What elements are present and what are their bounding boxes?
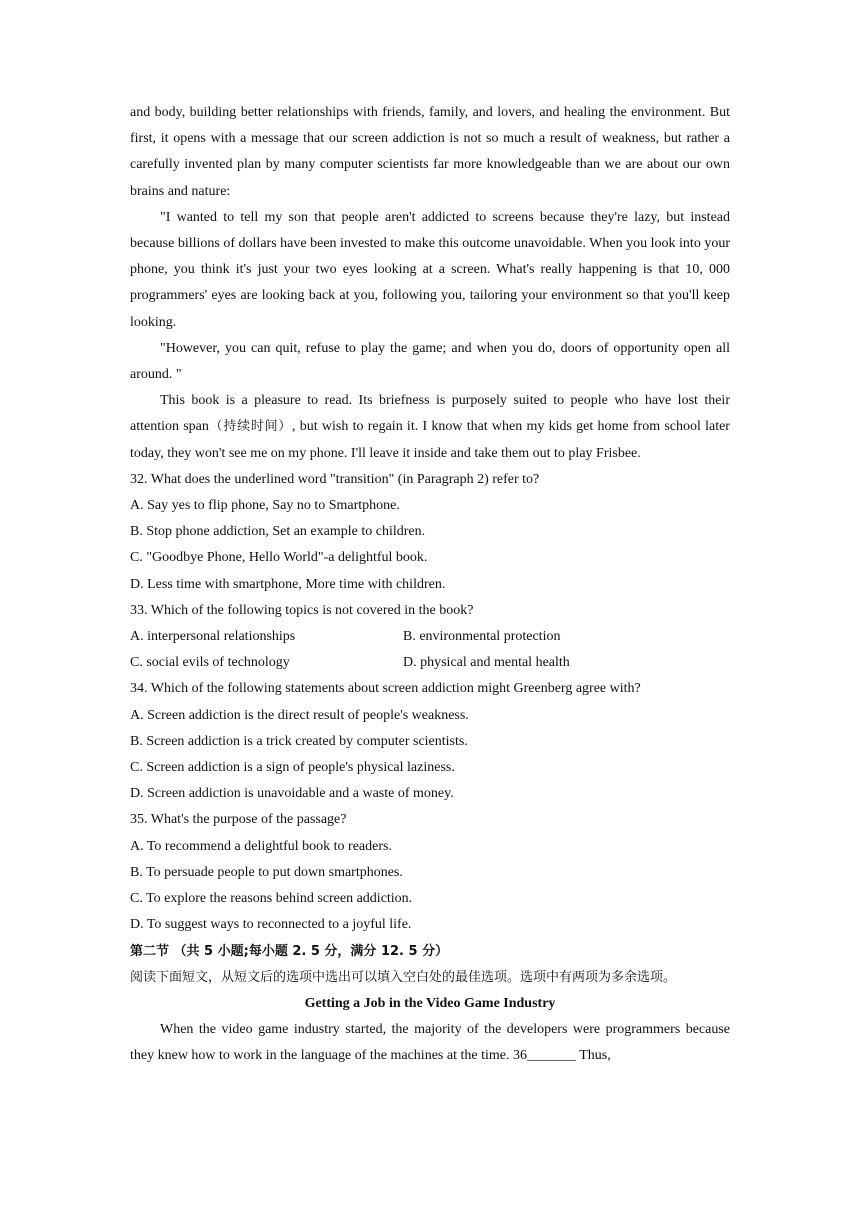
question-34-option-d: D. Screen addiction is unavoidable and a waste of money. bbox=[130, 786, 454, 802]
question-32-option-c: C. "Goodbye Phone, Hello World"-a delightful book. bbox=[130, 550, 428, 566]
question-33-stem: 33. Which of the following topics is not covered in the book? bbox=[130, 602, 474, 618]
question-33-option-d: D. physical and mental health bbox=[403, 655, 570, 671]
question-32-option-a: A. Say yes to flip phone, Say no to Smartphone. bbox=[130, 498, 400, 514]
question-35-stem: 35. What's the purpose of the passage? bbox=[130, 812, 347, 828]
question-35-option-b: B. To persuade people to put down smartphones. bbox=[130, 864, 403, 880]
paragraph-4-part-2: , but wish to regain it. I know that when my kids get home from school later today, they won't see me on my phone. I'll leave it inside and take them out to play Frisbee. bbox=[130, 419, 730, 461]
question-32-stem: 32. What does the underlined word "transition" (in Paragraph 2) refer to? bbox=[130, 471, 540, 487]
paragraph-4-chinese-gloss: （持续时间） bbox=[208, 419, 293, 435]
paragraph-1: and body, building better relationships with friends, family, and lovers, and healing the environment. But first, it opens with a message that our screen addiction is not so much a result of weakness, but rather a carefully invented plan by many computer scientists far more knowledgeable than we are about our own brains and nature: bbox=[130, 105, 730, 199]
passage-paragraph-1: When the video game industry started, the majority of the developers were programmers because they knew how to work in the language of the machines at the time. 36_______ Thus, bbox=[130, 1022, 730, 1064]
question-32-option-b: B. Stop phone addiction, Set an example to children. bbox=[130, 524, 426, 540]
question-34-option-a: A. Screen addiction is the direct result of people's weakness. bbox=[130, 707, 469, 723]
question-33-option-b: B. environmental protection bbox=[403, 629, 561, 645]
section-2-heading: 第二节 （共 5 小题;每小题 2. 5 分，满分 12. 5 分） bbox=[130, 943, 449, 959]
question-34-option-c: C. Screen addiction is a sign of people's physical laziness. bbox=[130, 760, 455, 776]
paragraph-4 bbox=[130, 388, 730, 467]
section-2-instructions: 阅读下面短文，从短文后的选项中选出可以填入空白处的最佳选项。选项中有两项为多余选项。 bbox=[130, 969, 677, 985]
question-34-stem: 34. Which of the following statements about screen addiction might Greenberg agree with? bbox=[130, 681, 641, 697]
question-33-option-c: C. social evils of technology bbox=[130, 655, 290, 671]
question-35-option-d: D. To suggest ways to reconnected to a joyful life. bbox=[130, 917, 412, 933]
question-33-options-row-1 bbox=[130, 624, 730, 650]
question-33-option-a: A. interpersonal relationships bbox=[130, 629, 296, 645]
document-page bbox=[130, 100, 730, 1070]
question-34-option-b: B. Screen addiction is a trick created by computer scientists. bbox=[130, 733, 468, 749]
question-33-options-row-2 bbox=[130, 650, 730, 676]
paragraph-4-part-1: This book is a pleasure to read. Its briefness is purposely suited to people who have lost their attention span bbox=[130, 393, 730, 435]
paragraph-3: "However, you can quit, refuse to play the game; and when you do, doors of opportunity open all around. " bbox=[130, 340, 730, 383]
paragraph-2: "I wanted to tell my son that people aren't addicted to screens because they're lazy, but instead because billions of dollars have been invested to make this outcome unavoidable. When you look into your phone, you think it's just your two eyes looking at a screen. What's really happening is that 10, 000 programmers' eyes are looking back at you, following you, tailoring your environment so that you'll keep looking. bbox=[130, 209, 730, 330]
question-32-option-d: D. Less time with smartphone, More time with children. bbox=[130, 576, 446, 592]
passage-title: Getting a Job in the Video Game Industry bbox=[304, 995, 556, 1011]
question-35-option-a: A. To recommend a delightful book to readers. bbox=[130, 838, 392, 854]
question-35-option-c: C. To explore the reasons behind screen addiction. bbox=[130, 891, 413, 907]
